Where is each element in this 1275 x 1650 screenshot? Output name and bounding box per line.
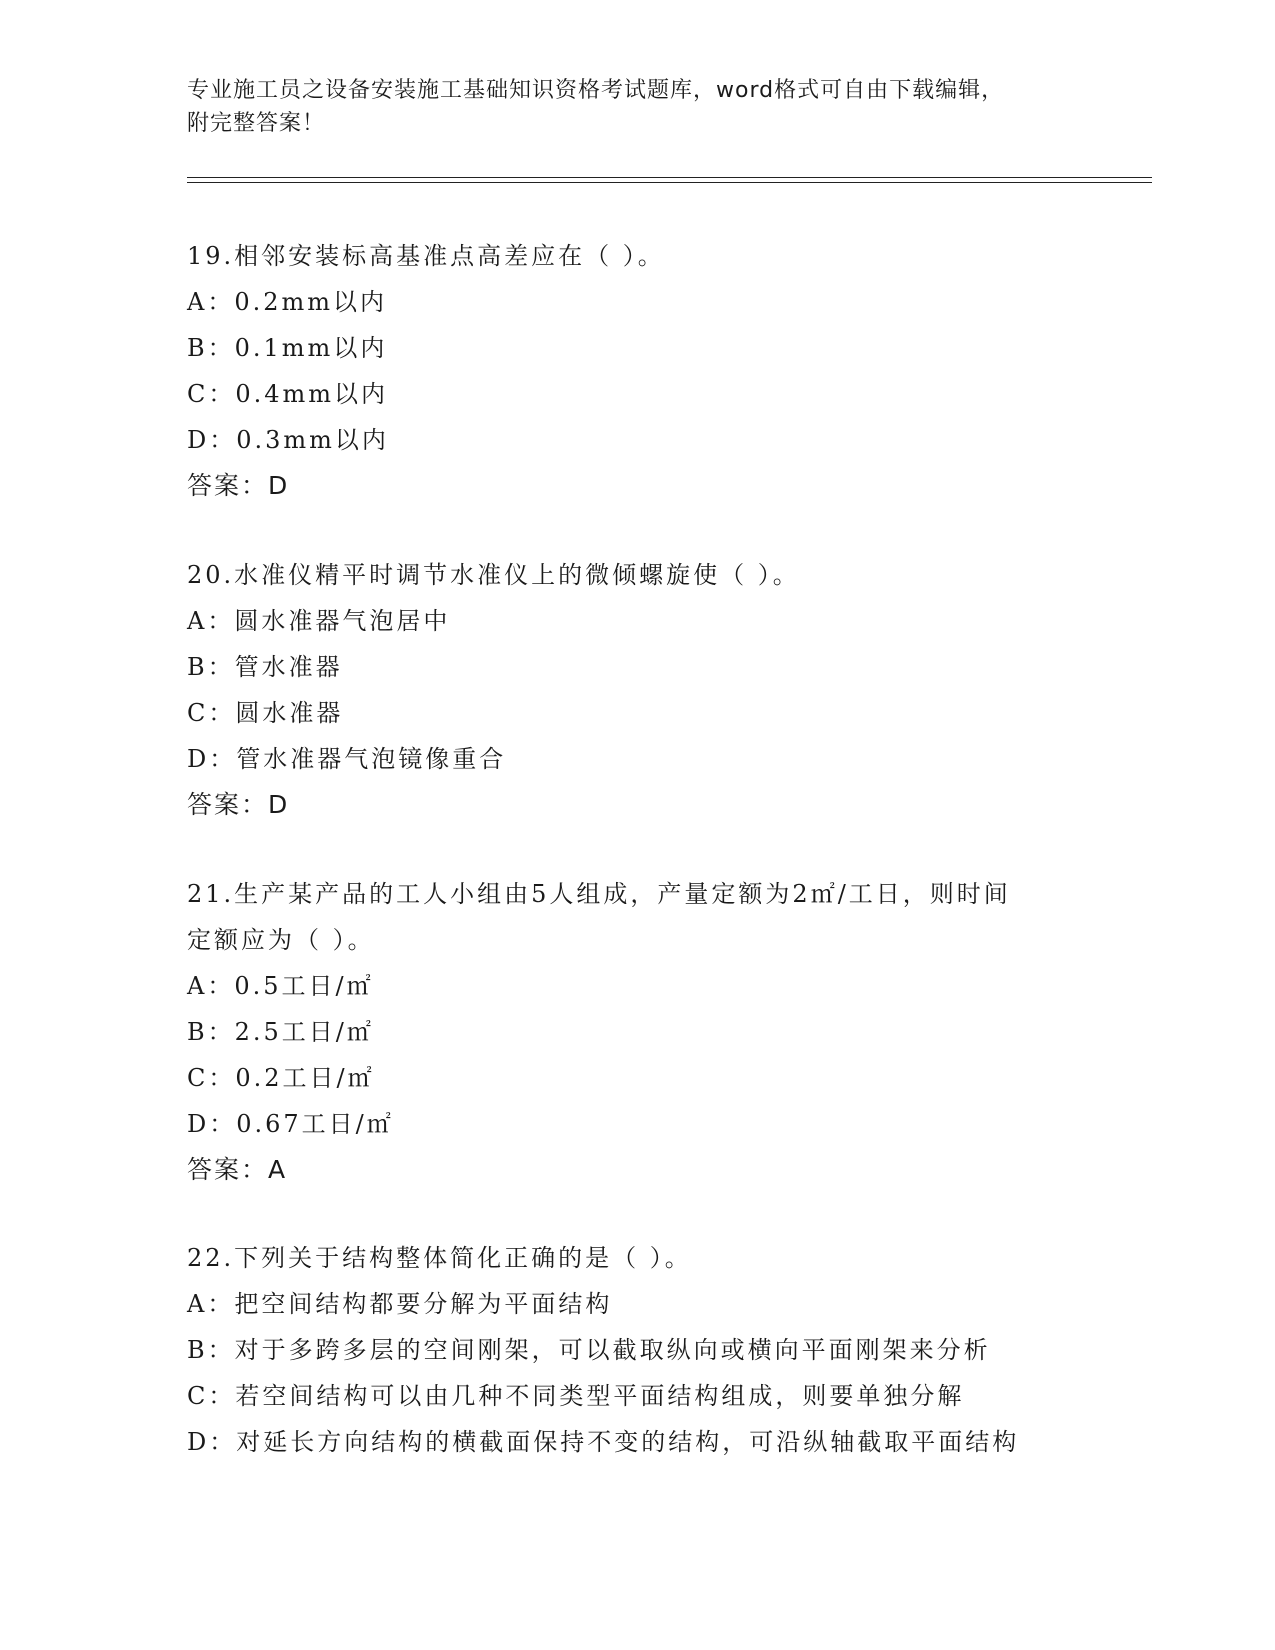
document-header [187, 74, 1087, 140]
option-c: C：0.2工日/㎡ [187, 1064, 375, 1092]
question-21 [187, 871, 1087, 1193]
option-c: C：若空间结构可以由几种不同类型平面结构组成，则要单独分解 [187, 1382, 965, 1410]
question-stem-line-2: 定额应为（ ）。 [187, 926, 375, 954]
option-a: A：0.2mm以内 [187, 288, 388, 316]
answer-key: 答案：A [187, 1155, 288, 1184]
answer-key: 答案：D [187, 471, 290, 500]
question-stem-line-1: 21.生产某产品的工人小组由5人组成，产量定额为2㎡/工日，则时间 [187, 880, 1011, 908]
option-d: D：对延长方向结构的横截面保持不变的结构，可沿纵轴截取平面结构 [187, 1428, 1020, 1456]
header-line-2: 附完整答案！ [187, 111, 326, 136]
question-stem: 20.水准仪精平时调节水准仪上的微倾螺旋使（ ）。 [187, 561, 800, 589]
option-c: C：0.4mm以内 [187, 380, 389, 408]
option-c: C：圆水准器 [187, 699, 344, 727]
header-line-1: 专业施工员之设备安装施工基础知识资格考试题库，word格式可自由下载编辑， [187, 78, 1005, 103]
option-d: D：0.3mm以内 [187, 426, 389, 454]
answer-key: 答案：D [187, 790, 290, 819]
option-a: A：把空间结构都要分解为平面结构 [187, 1290, 613, 1318]
option-d: D：0.67工日/㎡ [187, 1110, 394, 1138]
question-stem: 22.下列关于结构整体简化正确的是（ ）。 [187, 1244, 692, 1272]
option-b: B：对于多跨多层的空间刚架，可以截取纵向或横向平面刚架来分析 [187, 1336, 991, 1364]
question-19 [187, 233, 1087, 509]
option-b: B：0.1mm以内 [187, 334, 388, 362]
question-22 [187, 1235, 1087, 1465]
option-b: B：2.5工日/㎡ [187, 1018, 374, 1046]
option-b: B：管水准器 [187, 653, 343, 681]
option-a: A：0.5工日/㎡ [187, 972, 374, 1000]
question-20 [187, 552, 1087, 828]
option-a: A：圆水准器气泡居中 [187, 607, 451, 635]
option-d: D：管水准器气泡镜像重合 [187, 745, 507, 773]
header-divider-top [187, 177, 1152, 178]
question-stem: 19.相邻安装标高基准点高差应在（ ）。 [187, 242, 665, 270]
header-divider-bottom [187, 182, 1152, 183]
